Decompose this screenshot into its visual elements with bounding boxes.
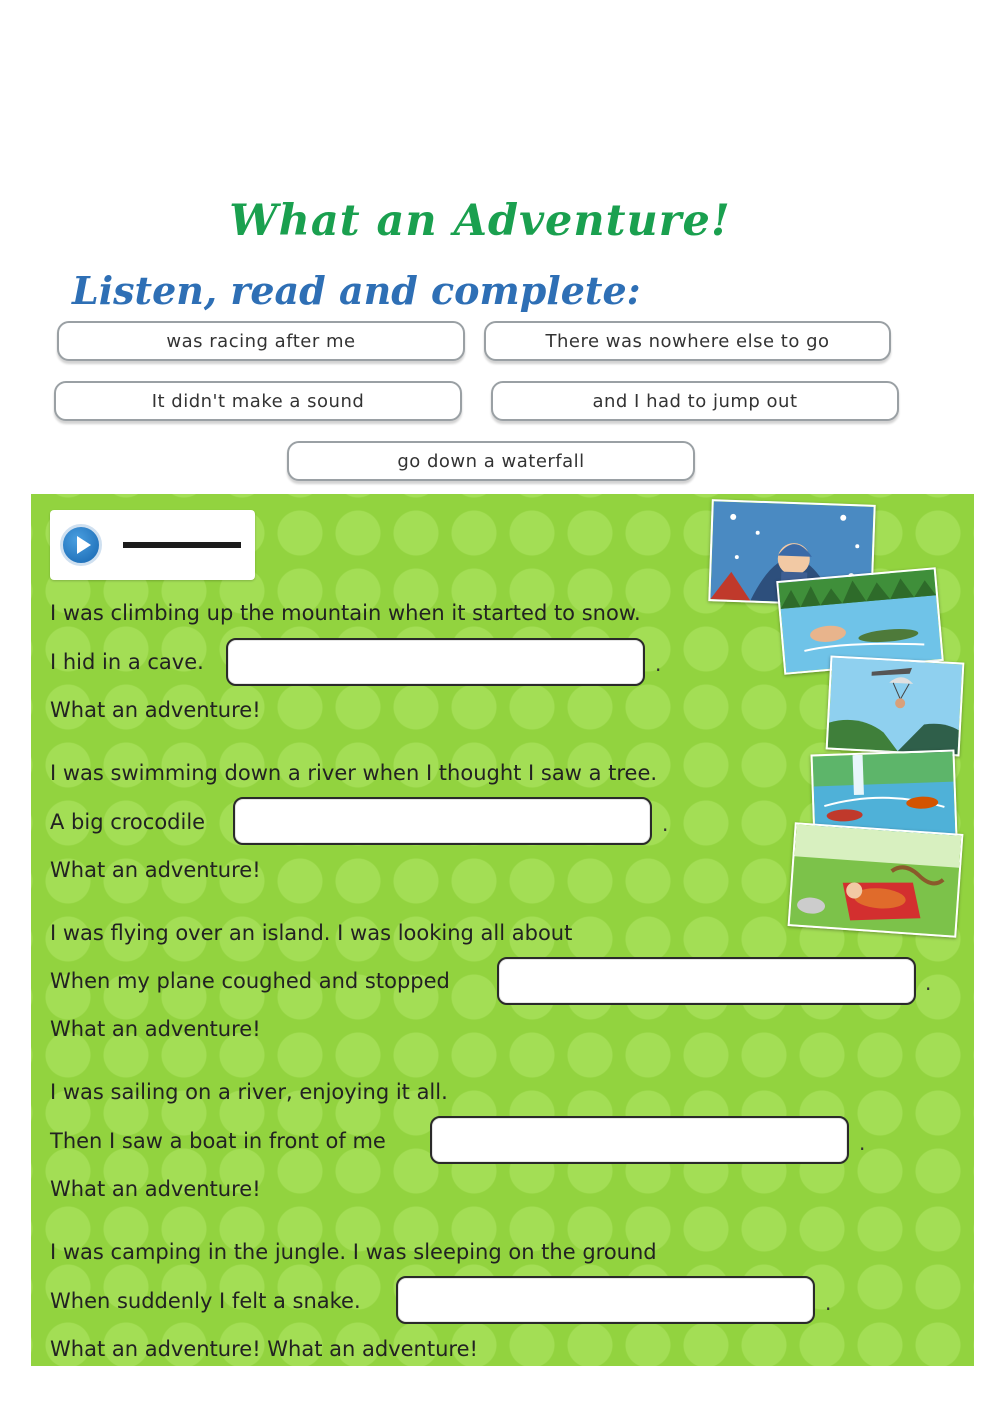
- verse-2-answer-input[interactable]: [233, 797, 652, 845]
- verse-2-line-2: A big crocodile: [50, 810, 206, 834]
- verse-4-refrain: What an adventure!: [50, 1177, 261, 1201]
- instructions-heading: Listen, read and complete:: [72, 268, 641, 313]
- verse-3-period: .: [925, 971, 932, 995]
- verse-2-line-1: I was swimming down a river when I thought I saw a tree.: [50, 761, 658, 785]
- verse-3-line-2: When my plane coughed and stopped: [50, 969, 450, 993]
- verse-1-answer-input[interactable]: [226, 638, 645, 686]
- jungle-camping-illustration: [790, 824, 962, 935]
- word-bank-chip[interactable]: and I had to jump out: [491, 381, 899, 421]
- exercise-panel: [31, 494, 974, 1366]
- verse-1-period: .: [655, 652, 662, 676]
- verse-4-line-1: I was sailing on a river, enjoying it all.: [50, 1080, 448, 1104]
- word-bank-chip[interactable]: was racing after me: [57, 321, 465, 361]
- verse-1-line-1: I was climbing up the mountain when it started to snow.: [50, 601, 641, 625]
- verse-5-line-1: I was camping in the jungle. I was sleeping on the ground: [50, 1240, 657, 1264]
- verse-5-period: .: [825, 1291, 832, 1315]
- verse-1-refrain: What an adventure!: [50, 698, 261, 722]
- verse-4-answer-input[interactable]: [430, 1116, 849, 1164]
- word-bank-chip[interactable]: It didn't make a sound: [54, 381, 462, 421]
- jungle-camping-image: [788, 822, 964, 938]
- play-icon[interactable]: [60, 524, 102, 566]
- audio-progress-bar[interactable]: [123, 542, 241, 548]
- word-bank-chip[interactable]: There was nowhere else to go: [484, 321, 891, 361]
- audio-player: [50, 510, 255, 580]
- verse-3-answer-input[interactable]: [497, 957, 916, 1005]
- plane-parachute-image: [826, 656, 965, 757]
- verse-2-period: .: [662, 812, 669, 836]
- verse-3-line-1: I was flying over an island. I was looking all about: [50, 921, 573, 945]
- plane-parachute-illustration: [828, 658, 963, 755]
- page-title: What an Adventure!: [229, 196, 731, 246]
- verse-1-line-2: I hid in a cave.: [50, 650, 204, 674]
- verse-5-refrain: What an adventure! What an adventure!: [50, 1337, 478, 1361]
- verse-5-line-2: When suddenly I felt a snake.: [50, 1289, 361, 1313]
- verse-4-period: .: [859, 1131, 866, 1155]
- word-bank-chip[interactable]: go down a waterfall: [287, 441, 695, 481]
- verse-4-line-2: Then I saw a boat in front of me: [50, 1129, 386, 1153]
- verse-2-refrain: What an adventure!: [50, 858, 261, 882]
- verse-5-answer-input[interactable]: [396, 1276, 815, 1324]
- verse-3-refrain: What an adventure!: [50, 1017, 261, 1041]
